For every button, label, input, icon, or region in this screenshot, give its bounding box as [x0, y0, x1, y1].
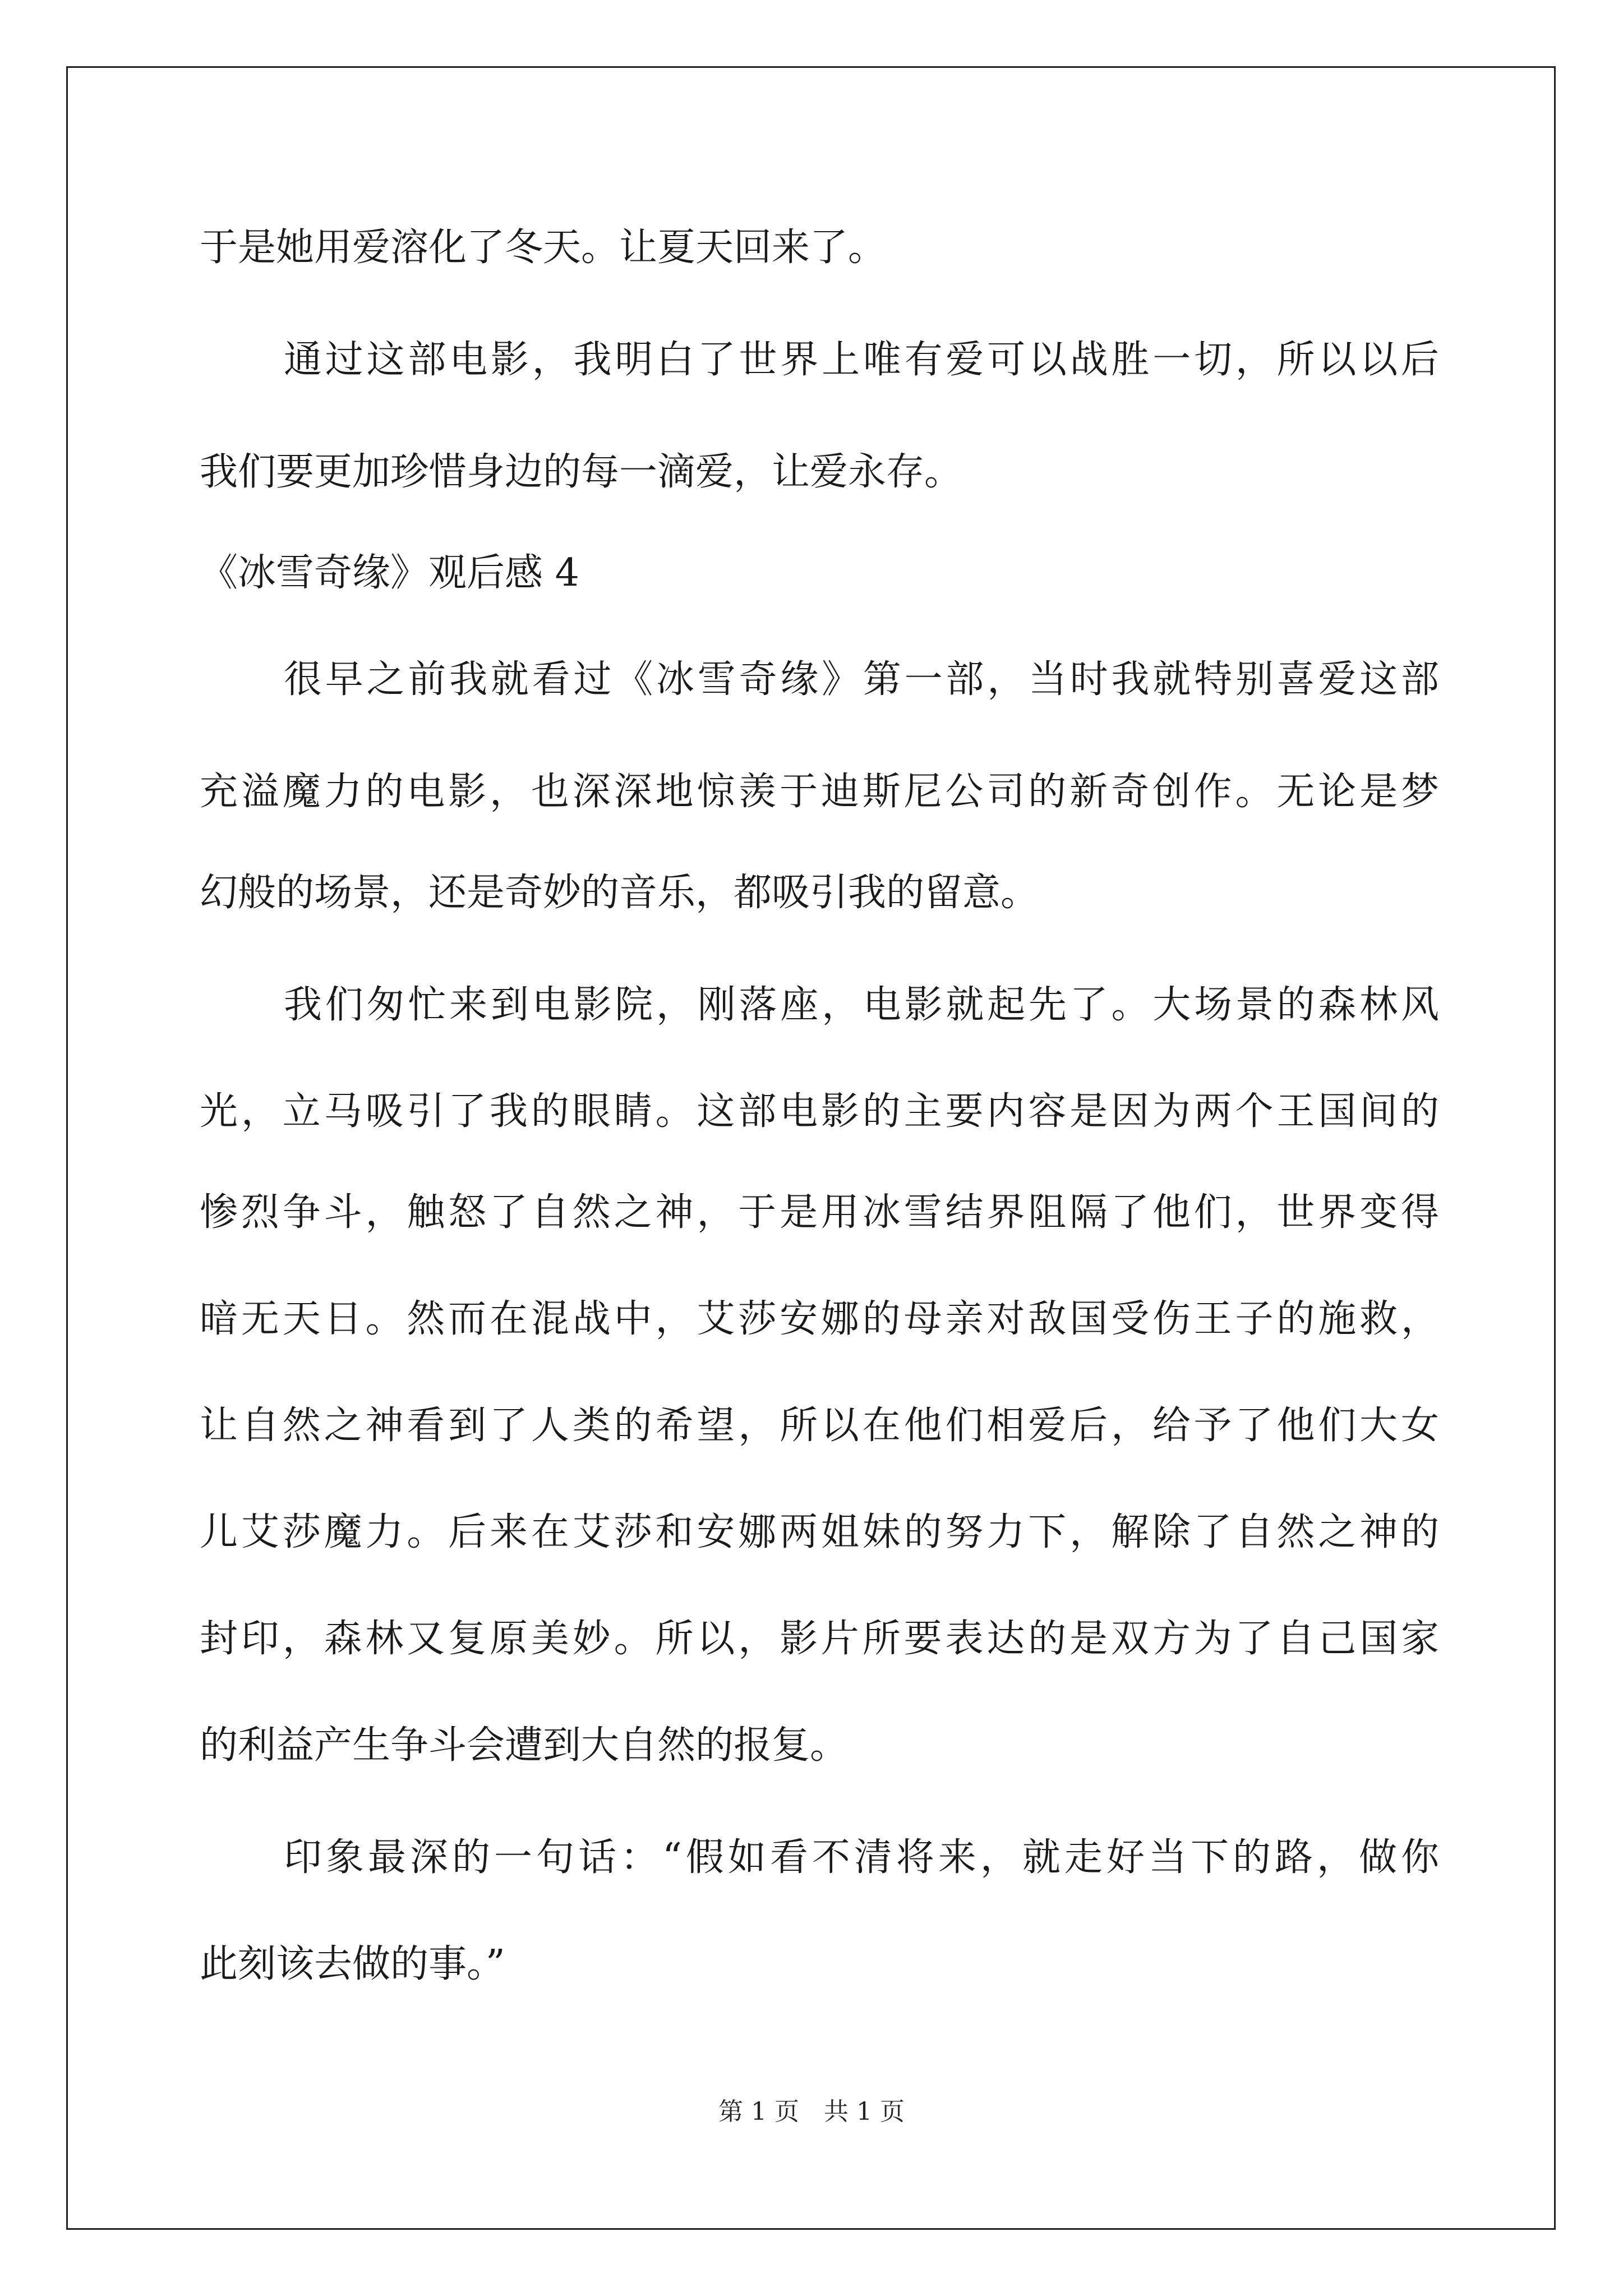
paragraph-line: 让自然之神看到了人类的希望，所以在他们相爱后，给予了他们大女 — [200, 1404, 1439, 1448]
section-heading: 《冰雪奇缘》观后感 4 — [200, 551, 579, 595]
paragraph-line: 封印，森林又复原美妙。所以，影片所要表达的是双方为了自己国家 — [200, 1617, 1439, 1661]
paragraph-line: 我们要更加珍惜身边的每一滴爱，让爱永存。 — [200, 450, 963, 494]
paragraph-line: 的利益产生争斗会遭到大自然的报复。 — [200, 1723, 849, 1768]
page-number-footer: 第 1 页 共 1 页 — [718, 2097, 905, 2126]
page-border — [66, 66, 1556, 2230]
paragraph-line: 光，立马吸引了我的眼睛。这部电影的主要内容是因为两个王国间的 — [200, 1089, 1439, 1134]
paragraph-line: 于是她用爱溶化了冬天。让夏天回来了。 — [200, 226, 887, 270]
paragraph-line: 印象最深的一句话：“假如看不清将来，就走好当下的路，做你 — [284, 1835, 1439, 1880]
paragraph-line: 此刻该去做的事。” — [200, 1942, 505, 1986]
paragraph-line: 暗无天日。然而在混战中，艾莎安娜的母亲对敌国受伤王子的施救， — [200, 1297, 1439, 1341]
paragraph-line: 幻般的场景，还是奇妙的音乐，都吸引我的留意。 — [200, 871, 1039, 915]
paragraph-line: 儿艾莎魔力。后来在艾莎和安娜两姐妹的努力下，解除了自然之神的 — [200, 1510, 1439, 1554]
paragraph-line: 通过这部电影，我明白了世界上唯有爱可以战胜一切，所以以后 — [284, 338, 1439, 382]
paragraph-line: 很早之前我就看过《冰雪奇缘》第一部，当时我就特别喜爱这部 — [284, 657, 1439, 702]
paragraph-line: 我们匆忙来到电影院，刚落座，电影就起先了。大场景的森林风 — [284, 983, 1439, 1027]
paragraph-line: 惨烈争斗，触怒了自然之神，于是用冰雪结界阻隔了他们，世界变得 — [200, 1190, 1439, 1235]
paragraph-line: 充溢魔力的电影，也深深地惊羡于迪斯尼公司的新奇创作。无论是梦 — [200, 770, 1439, 814]
